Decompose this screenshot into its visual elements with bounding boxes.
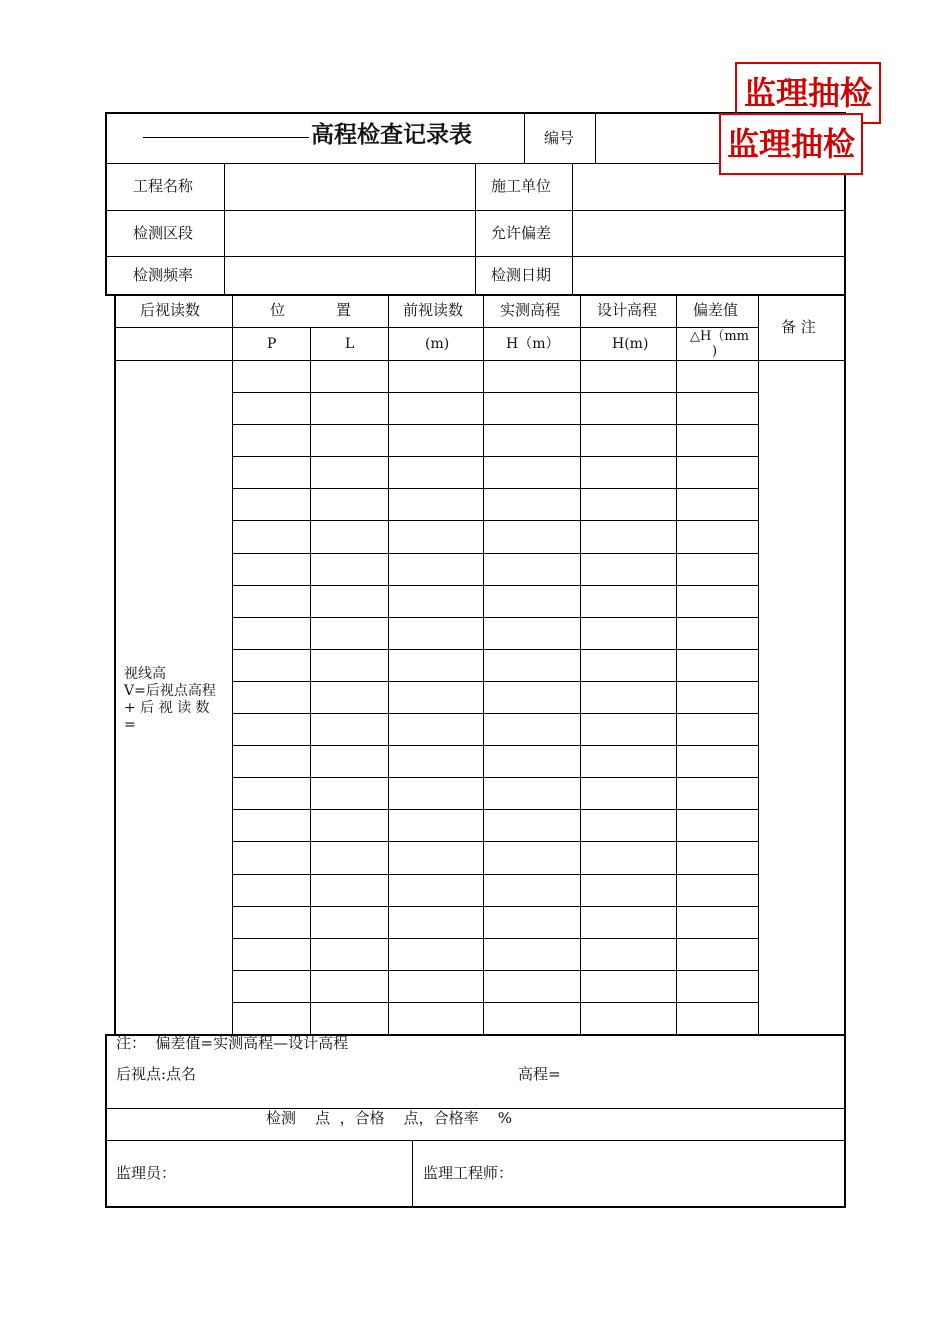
sight-line-3: + 后 视 读 数 [124, 700, 210, 716]
col-measured: 实测高程 [500, 301, 561, 319]
table-row-line [232, 745, 758, 746]
supervising-engineer-label: 监理工程师： [423, 1164, 514, 1182]
table-row-line [232, 649, 758, 650]
col-position-2: 置 [336, 301, 352, 319]
number-label: 编号 [544, 129, 575, 147]
col-foresight: 前视读数 [403, 301, 464, 319]
table-row-line [232, 392, 758, 393]
sight-line-4: = [124, 717, 136, 733]
title-underline [143, 137, 309, 138]
form-table-frame [114, 294, 846, 1036]
sight-line-1: 视线高 [124, 666, 166, 682]
project-name-label: 工程名称 [133, 177, 194, 195]
table-row-line [232, 456, 758, 457]
col-position-1: 位 [270, 301, 286, 319]
sight-line-formula [124, 666, 228, 734]
table-row-line [232, 424, 758, 425]
unit-h-m-2: H(m) [612, 336, 649, 352]
backsight-point-label: 后视点:点名 [116, 1065, 197, 1083]
table-row-line [232, 681, 758, 682]
table-row-line [232, 713, 758, 714]
col-remark: 备 注 [781, 318, 816, 336]
table-row-line [232, 938, 758, 939]
supervision-stamp-1: 监理抽检 [735, 62, 881, 124]
table-row-line [232, 617, 758, 618]
section-label: 检测区段 [133, 224, 194, 242]
elevation-label: 高程= [518, 1065, 561, 1083]
table-row-line [232, 520, 758, 521]
table-row-line [232, 874, 758, 875]
unit-l: L [345, 336, 355, 352]
table-row-line [232, 809, 758, 810]
date-label: 检测日期 [491, 266, 552, 284]
table-row-line [232, 585, 758, 586]
sight-line-2: V=后视点高程 [124, 683, 216, 699]
page-title: 高程检查记录表 [311, 122, 472, 148]
supervisor-label: 监理员： [116, 1164, 177, 1182]
table-row-line [232, 488, 758, 489]
unit-dh: △H（mm [690, 329, 749, 344]
unit-p: P [267, 336, 277, 352]
unit-h-m: H（m） [506, 336, 560, 352]
unit-dh-close: ) [712, 344, 718, 359]
table-row-line [232, 841, 758, 842]
table-row-line [232, 906, 758, 907]
unit-m: (m) [425, 336, 450, 352]
footer-note: 注： 偏差值=实测高程—设计高程 [116, 1034, 349, 1052]
table-row-line [232, 777, 758, 778]
allowable-deviation-label: 允许偏差 [491, 224, 552, 242]
table-row-line [232, 1002, 758, 1003]
table-row-line [232, 970, 758, 971]
col-design: 设计高程 [597, 301, 658, 319]
frequency-label: 检测频率 [133, 266, 194, 284]
construction-unit-label: 施工单位 [491, 177, 552, 195]
summary-line: 检测 点 ，合格 点，合格率 % [266, 1109, 513, 1127]
table-row-line [232, 553, 758, 554]
col-deviation: 偏差值 [693, 301, 739, 319]
supervision-stamp-2: 监理抽检 [719, 113, 863, 175]
col-backsight: 后视读数 [140, 301, 201, 319]
